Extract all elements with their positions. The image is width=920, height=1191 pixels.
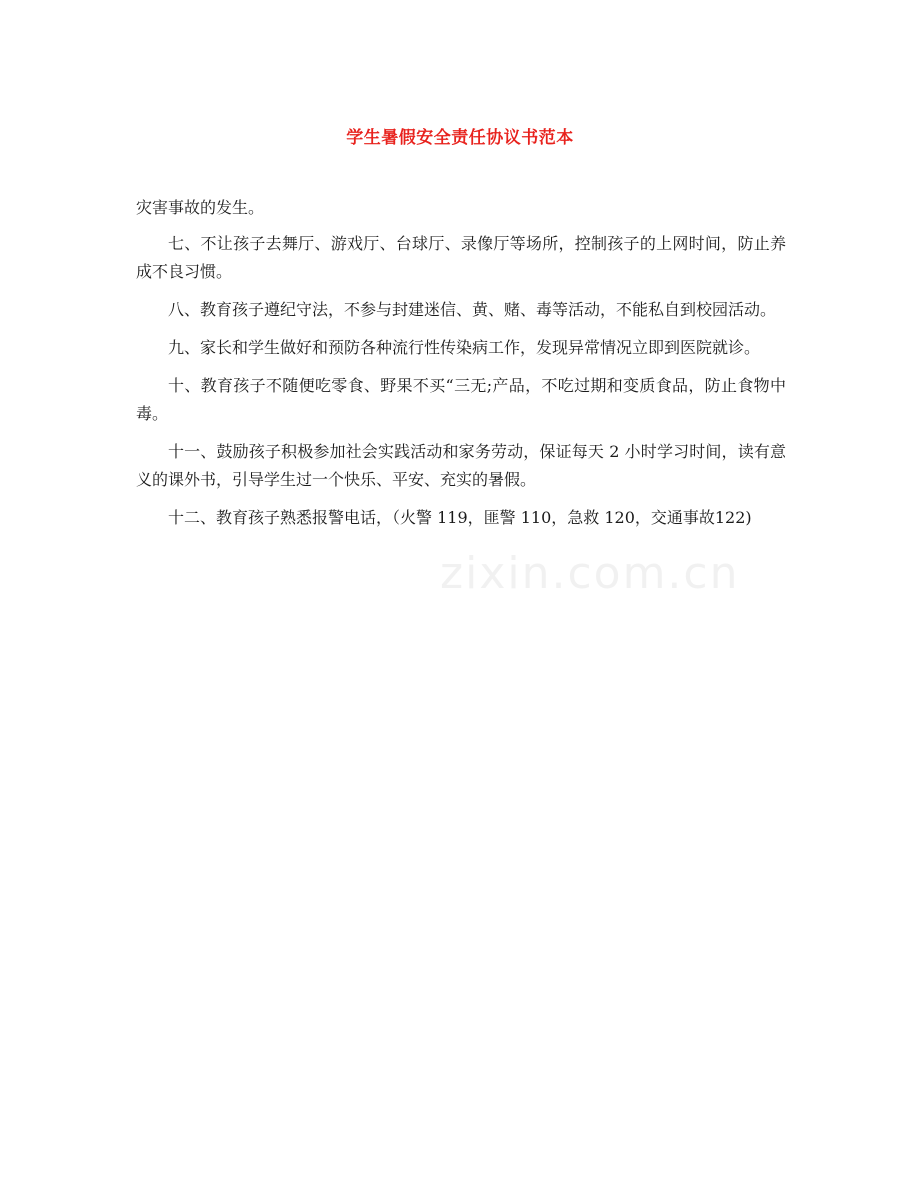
document-body — [136, 194, 786, 542]
paragraph: 八、教育孩子遵纪守法，不参与封建迷信、黄、赌、毒等活动，不能私自到校园活动。 — [168, 300, 777, 319]
watermark: zixin.com.cn — [440, 548, 740, 599]
document-title: 学生暑假安全责任协议书范本 — [346, 128, 574, 148]
paragraph: 灾害事故的发生。 — [136, 198, 265, 217]
paragraph: 十一、鼓励孩子积极参加社会实践活动和家务劳动，保证每天 2 小时学习时间，读有意义的课外书，引导学生过一个快乐、平安、充实的暑假。 — [136, 442, 786, 489]
paragraph: 十二、教育孩子熟悉报警电话，（火警 119，匪警 110，急救 120，交通事故122) — [168, 508, 752, 527]
paragraph: 七、不让孩子去舞厅、游戏厅、台球厅、录像厅等场所，控制孩子的上网时间，防止养成不良习惯。 — [136, 234, 786, 281]
paragraph: 十、教育孩子不随便吃零食、野果不买“三无;产品，不吃过期和变质食品，防止食物中毒。 — [136, 376, 786, 423]
paragraph: 九、家长和学生做好和预防各种流行性传染病工作，发现异常情况立即到医院就诊。 — [168, 338, 761, 357]
